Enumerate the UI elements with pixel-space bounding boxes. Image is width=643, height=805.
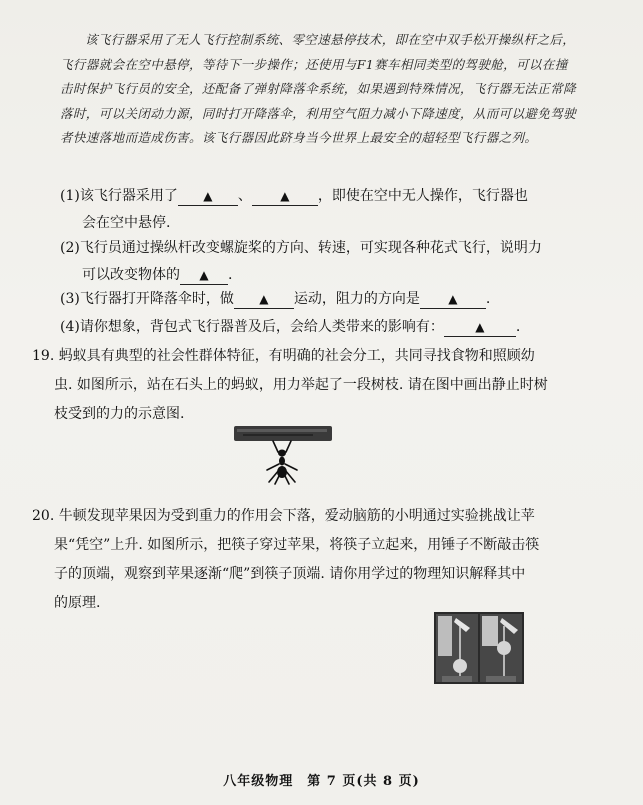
- q1-text-a: (1)该飞行器采用了: [60, 188, 178, 204]
- q3-text-b: 运动，阻力的方向是: [293, 291, 420, 307]
- answer-blank[interactable]: ▲: [252, 187, 318, 206]
- question-19: [32, 342, 548, 429]
- q2-text-b: .: [228, 267, 233, 283]
- q2-text-a: 可以改变物体的: [82, 267, 180, 283]
- q4-text-a: (4)请你想象，背包式飞行器普及后，会给人类带来的影响有：: [60, 319, 444, 335]
- page-footer: 八年级物理 第 7 页(共 8 页): [223, 774, 420, 789]
- question-18-2: [60, 235, 542, 289]
- q1-text-line2: 会在空中悬停.: [82, 215, 171, 231]
- q20-line1: 20. 牛顿发现苹果因为受到重力的作用会下落，爱动脑筋的小明通过实验挑战让苹: [32, 508, 535, 524]
- q20-line3: 子的顶端，观察到苹果逐渐“爬”到筷子顶端. 请你用学过的物理知识解释其中: [54, 566, 526, 582]
- q19-line1: 19. 蚂蚁具有典型的社会性群体特征，有明确的社会分工，共同寻找食物和照顾幼: [32, 348, 535, 364]
- question-20: [32, 502, 539, 618]
- apple-chopstick-photo: [434, 612, 524, 684]
- q1-text-b: 、: [237, 188, 252, 204]
- answer-blank[interactable]: ▲: [178, 187, 238, 206]
- question-18-4: [60, 314, 520, 341]
- answer-blank[interactable]: ▲: [420, 290, 486, 309]
- q2-text-line1: (2)飞行员通过操纵杆改变螺旋桨的方向、转速，可实现各种花式飞行，说明力: [60, 240, 542, 256]
- q3-text-c: .: [485, 291, 491, 307]
- answer-blank[interactable]: ▲: [180, 266, 228, 285]
- q19-line2: 虫. 如图所示，站在石头上的蚂蚁，用力举起了一段树枝. 请在图中画出静止时树: [54, 377, 548, 393]
- ant-holding-branch-figure: [233, 424, 333, 486]
- q19-line3: 枝受到的力的示意图.: [54, 406, 185, 422]
- question-18-1: [60, 183, 528, 237]
- answer-blank[interactable]: ▲: [234, 290, 294, 309]
- q20-line2: 果“凭空”上升. 如图所示，把筷子穿过苹果，将筷子立起来，用锤子不断敲击筷: [54, 537, 540, 553]
- q3-text-a: (3)飞行器打开降落伞时，做: [60, 291, 234, 307]
- answer-blank[interactable]: ▲: [444, 318, 516, 337]
- question-18-3: [60, 286, 490, 313]
- q1-text-c: ，即使在空中无人操作，飞行器也: [317, 188, 528, 204]
- q20-line4: 的原理.: [54, 595, 101, 611]
- reading-passage: 该飞行器采用了无人飞行控制系统、零空速悬停技术，即在空中双手松开操纵杆之后，飞行器就会在空中悬停，等待下一步操作；还使用与F1赛车相同类型的驾驶舱，可以在撞击时保护飞行员的安全，还配备了弹射降落伞系统，如果遇到特殊情况，飞行器无法正常降落时，可以关闭动力源，同时打开降落伞，利用空气阻力减小下降速度，从而可以避免驾驶者快速落地而造成伤害。该飞行器因此跻身当今世界上最安全的超轻型飞行器之列。: [60, 32, 577, 145]
- q4-text-b: .: [515, 319, 521, 335]
